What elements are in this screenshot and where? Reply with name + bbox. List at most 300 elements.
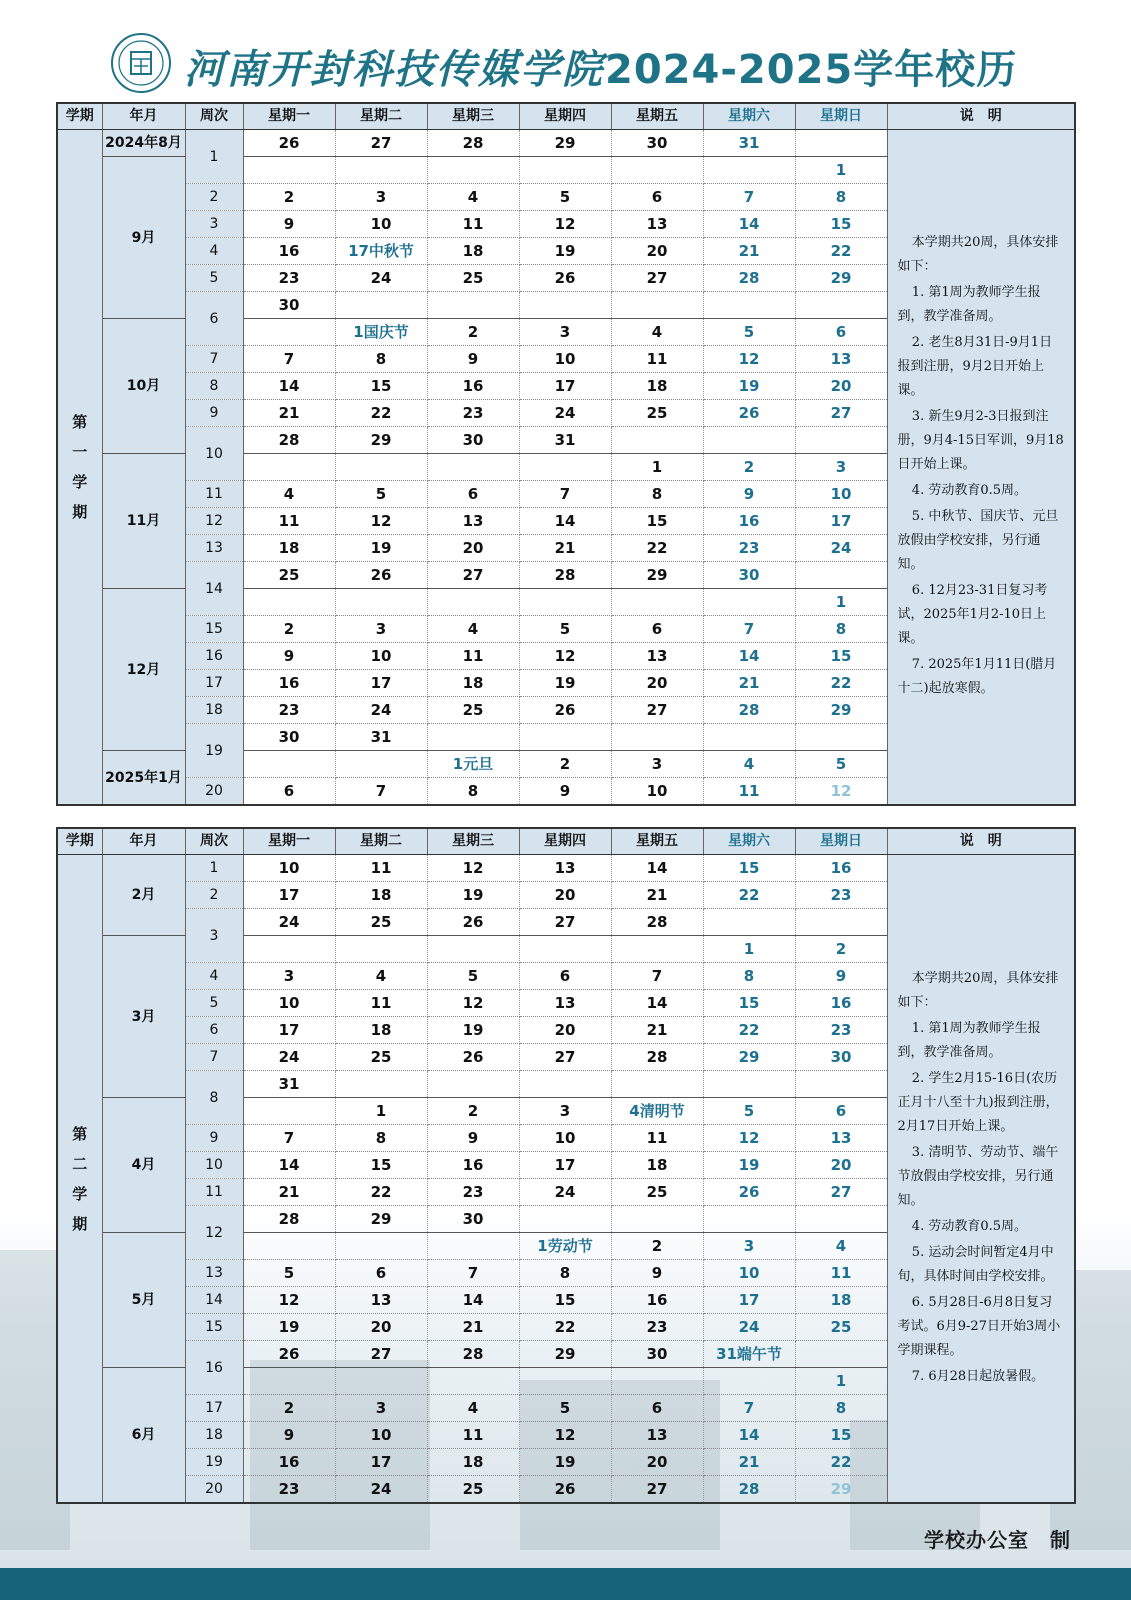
day-cell	[335, 454, 427, 481]
day-cell: 28	[611, 909, 703, 936]
day-cell: 23	[611, 1314, 703, 1341]
day-cell: 21	[703, 238, 795, 265]
day-cell	[519, 1368, 611, 1395]
day-cell: 11	[335, 855, 427, 882]
day-cell: 18	[335, 882, 427, 909]
day-cell: 9	[611, 1260, 703, 1287]
day-cell: 1	[795, 589, 887, 616]
day-cell: 6	[335, 1260, 427, 1287]
month-cell: 6月	[102, 1368, 185, 1504]
day-cell: 13	[611, 1422, 703, 1449]
day-cell: 27	[795, 400, 887, 427]
day-cell	[243, 936, 335, 963]
day-cell	[427, 1233, 519, 1260]
day-cell: 27	[611, 697, 703, 724]
day-cell: 20	[427, 535, 519, 562]
day-cell: 10	[335, 643, 427, 670]
day-cell: 30	[427, 427, 519, 454]
day-cell: 31	[335, 724, 427, 751]
day-cell	[703, 157, 795, 184]
day-cell: 5	[519, 184, 611, 211]
week-number-cell: 8	[185, 373, 243, 400]
day-cell	[519, 157, 611, 184]
week-number-cell: 7	[185, 346, 243, 373]
day-cell	[335, 589, 427, 616]
bottom-bar	[0, 1568, 1131, 1600]
day-cell: 14	[243, 1152, 335, 1179]
day-cell: 30	[243, 724, 335, 751]
school-seal-icon	[110, 32, 172, 94]
week-number-cell: 13	[185, 1260, 243, 1287]
day-cell: 26	[427, 1044, 519, 1071]
day-cell: 25	[427, 697, 519, 724]
col-fri: 星期五	[611, 828, 703, 855]
day-cell	[335, 1233, 427, 1260]
day-cell: 1	[703, 936, 795, 963]
week-number-cell: 8	[185, 1071, 243, 1125]
day-cell: 19	[427, 1017, 519, 1044]
day-cell: 1劳动节	[519, 1233, 611, 1260]
day-cell: 21	[519, 535, 611, 562]
day-cell: 16	[795, 855, 887, 882]
day-cell: 12	[427, 855, 519, 882]
day-cell	[243, 589, 335, 616]
day-cell: 6	[243, 778, 335, 806]
day-cell: 9	[795, 963, 887, 990]
day-cell	[611, 1368, 703, 1395]
day-cell: 16	[703, 508, 795, 535]
day-cell: 28	[611, 1044, 703, 1071]
month-cell: 9月	[102, 157, 185, 319]
day-cell	[795, 1071, 887, 1098]
semester-label-char: 第	[72, 413, 88, 431]
day-cell: 7	[703, 184, 795, 211]
day-cell: 30	[427, 1206, 519, 1233]
day-cell	[703, 292, 795, 319]
day-cell: 13	[795, 1125, 887, 1152]
day-cell: 3	[335, 1395, 427, 1422]
day-cell	[243, 1368, 335, 1395]
day-cell: 5	[703, 1098, 795, 1125]
day-cell: 25	[243, 562, 335, 589]
day-cell: 15	[703, 990, 795, 1017]
day-cell: 6	[611, 616, 703, 643]
day-cell	[519, 724, 611, 751]
month-cell: 12月	[102, 589, 185, 751]
day-cell: 30	[243, 292, 335, 319]
day-cell	[427, 724, 519, 751]
week-number-cell: 5	[185, 990, 243, 1017]
note-item: 2. 老生8月31日-9月1日报到注册，9月2日开始上课。	[897, 335, 1053, 398]
day-cell: 18	[427, 1449, 519, 1476]
day-cell: 23	[427, 400, 519, 427]
page-header	[0, 28, 1131, 98]
day-cell: 24	[519, 400, 611, 427]
week-number-cell: 15	[185, 1314, 243, 1341]
day-cell	[611, 157, 703, 184]
day-cell	[427, 157, 519, 184]
day-cell: 3	[703, 1233, 795, 1260]
day-cell: 8	[795, 184, 887, 211]
day-cell: 8	[795, 1395, 887, 1422]
day-cell: 10	[519, 346, 611, 373]
day-cell: 12	[519, 1422, 611, 1449]
col-notes: 说 明	[887, 828, 1075, 855]
month-cell: 3月	[102, 936, 185, 1098]
day-cell: 27	[427, 562, 519, 589]
day-cell	[335, 751, 427, 778]
day-cell: 2	[795, 936, 887, 963]
day-cell	[427, 589, 519, 616]
day-cell: 16	[611, 1287, 703, 1314]
week-number-cell: 12	[185, 1206, 243, 1260]
col-tue: 星期二	[335, 103, 427, 130]
day-cell: 26	[243, 130, 335, 157]
day-cell: 16	[243, 670, 335, 697]
day-cell: 2	[427, 319, 519, 346]
day-cell: 25	[795, 1314, 887, 1341]
day-cell: 22	[703, 882, 795, 909]
day-cell: 4清明节	[611, 1098, 703, 1125]
day-cell: 25	[611, 400, 703, 427]
month-cell: 2025年1月	[102, 751, 185, 806]
day-cell: 7	[519, 481, 611, 508]
day-cell: 20	[795, 1152, 887, 1179]
day-cell: 7	[243, 1125, 335, 1152]
day-cell: 6	[427, 481, 519, 508]
day-cell	[335, 1368, 427, 1395]
day-cell: 7	[243, 346, 335, 373]
week-number-cell: 4	[185, 238, 243, 265]
day-cell: 2	[703, 454, 795, 481]
day-cell: 8	[611, 481, 703, 508]
note-item: 1. 第1周为教师学生报到，教学准备周。	[897, 285, 1041, 324]
day-cell	[427, 454, 519, 481]
week-number-cell: 19	[185, 1449, 243, 1476]
day-cell: 23	[795, 1017, 887, 1044]
week-number-cell: 7	[185, 1044, 243, 1071]
col-thu: 星期四	[519, 103, 611, 130]
day-cell: 16	[243, 1449, 335, 1476]
day-cell: 8	[795, 616, 887, 643]
day-cell	[703, 427, 795, 454]
day-cell: 7	[703, 1395, 795, 1422]
day-cell: 17	[335, 1449, 427, 1476]
day-cell	[519, 1071, 611, 1098]
day-cell: 7	[335, 778, 427, 806]
day-cell: 22	[703, 1017, 795, 1044]
day-cell: 9	[519, 778, 611, 806]
week-number-cell: 17	[185, 670, 243, 697]
day-cell: 28	[427, 1341, 519, 1368]
col-semester: 学期	[57, 828, 102, 855]
day-cell: 26	[703, 400, 795, 427]
day-cell: 28	[243, 1206, 335, 1233]
day-cell: 27	[335, 1341, 427, 1368]
week-number-cell: 18	[185, 1422, 243, 1449]
col-month: 年月	[102, 828, 185, 855]
day-cell: 17	[519, 1152, 611, 1179]
day-cell: 1	[795, 157, 887, 184]
day-cell	[243, 1098, 335, 1125]
day-cell: 11	[703, 778, 795, 806]
day-cell: 9	[243, 211, 335, 238]
day-cell: 25	[335, 909, 427, 936]
day-cell: 30	[795, 1044, 887, 1071]
col-sun: 星期日	[795, 103, 887, 130]
semester-notes	[887, 130, 1075, 806]
day-cell	[611, 1071, 703, 1098]
day-cell: 23	[427, 1179, 519, 1206]
col-week: 周次	[185, 103, 243, 130]
day-cell	[243, 751, 335, 778]
day-cell: 20	[335, 1314, 427, 1341]
day-cell: 8	[427, 778, 519, 806]
day-cell	[335, 936, 427, 963]
day-cell: 26	[519, 1476, 611, 1504]
day-cell: 25	[335, 1044, 427, 1071]
day-cell: 30	[703, 562, 795, 589]
day-cell: 14	[703, 211, 795, 238]
day-cell	[795, 1341, 887, 1368]
day-cell: 17	[243, 1017, 335, 1044]
day-cell: 19	[703, 373, 795, 400]
day-cell: 1国庆节	[335, 319, 427, 346]
day-cell: 17中秋节	[335, 238, 427, 265]
day-cell	[243, 319, 335, 346]
week-number-cell: 9	[185, 1125, 243, 1152]
semester-label-char: 学	[72, 473, 88, 491]
day-cell	[703, 1071, 795, 1098]
day-cell	[335, 157, 427, 184]
semester-label-char: 期	[72, 503, 88, 521]
day-cell: 19	[519, 238, 611, 265]
day-cell: 2	[243, 616, 335, 643]
day-cell: 28	[519, 562, 611, 589]
day-cell: 27	[519, 1044, 611, 1071]
day-cell: 2	[427, 1098, 519, 1125]
day-cell: 26	[335, 562, 427, 589]
week-number-cell: 2	[185, 184, 243, 211]
day-cell: 1元旦	[427, 751, 519, 778]
col-mon: 星期一	[243, 828, 335, 855]
day-cell: 29	[795, 265, 887, 292]
day-cell: 10	[335, 1422, 427, 1449]
day-cell	[519, 936, 611, 963]
day-cell: 14	[243, 373, 335, 400]
col-mon: 星期一	[243, 103, 335, 130]
month-cell: 4月	[102, 1098, 185, 1233]
day-cell	[427, 292, 519, 319]
semester-label-char: 第	[72, 1124, 88, 1143]
day-cell: 22	[335, 400, 427, 427]
day-cell	[427, 936, 519, 963]
day-cell: 27	[335, 130, 427, 157]
day-cell: 22	[611, 535, 703, 562]
day-cell	[703, 724, 795, 751]
semester-label-char: 学	[72, 1184, 88, 1203]
day-cell: 26	[427, 909, 519, 936]
col-sat: 星期六	[703, 828, 795, 855]
day-cell: 24	[335, 265, 427, 292]
day-cell: 24	[519, 1179, 611, 1206]
day-cell: 3	[335, 616, 427, 643]
day-cell	[611, 427, 703, 454]
day-cell	[243, 454, 335, 481]
day-cell	[703, 1206, 795, 1233]
note-item: 1. 第1周为教师学生报到，教学准备周。	[897, 1020, 1041, 1060]
calendar-row	[57, 855, 1075, 882]
day-cell: 3	[611, 751, 703, 778]
day-cell: 3	[795, 454, 887, 481]
day-cell: 10	[519, 1125, 611, 1152]
note-item: 本学期共20周，具体安排如下：	[897, 235, 1059, 274]
day-cell: 10	[335, 211, 427, 238]
day-cell: 31	[703, 130, 795, 157]
day-cell	[795, 562, 887, 589]
semester-notes	[887, 855, 1075, 1504]
day-cell: 18	[427, 670, 519, 697]
day-cell: 8	[519, 1260, 611, 1287]
day-cell: 6	[795, 1098, 887, 1125]
day-cell: 4	[427, 616, 519, 643]
day-cell: 11	[243, 508, 335, 535]
day-cell: 14	[703, 643, 795, 670]
day-cell: 8	[335, 346, 427, 373]
day-cell: 7	[427, 1260, 519, 1287]
week-number-cell: 9	[185, 400, 243, 427]
month-cell: 11月	[102, 454, 185, 589]
table-header-row	[57, 828, 1075, 855]
day-cell: 21	[243, 400, 335, 427]
day-cell: 15	[795, 211, 887, 238]
day-cell: 8	[703, 963, 795, 990]
day-cell: 13	[427, 508, 519, 535]
day-cell: 3	[335, 184, 427, 211]
week-number-cell: 3	[185, 909, 243, 963]
day-cell: 26	[519, 265, 611, 292]
day-cell: 11	[427, 643, 519, 670]
month-cell: 10月	[102, 319, 185, 454]
day-cell: 18	[795, 1287, 887, 1314]
week-number-cell: 12	[185, 508, 243, 535]
day-cell: 29	[519, 1341, 611, 1368]
month-cell: 2月	[102, 855, 185, 936]
col-notes: 说 明	[887, 103, 1075, 130]
day-cell: 16	[795, 990, 887, 1017]
day-cell: 21	[703, 1449, 795, 1476]
day-cell: 29	[795, 697, 887, 724]
day-cell: 12	[703, 1125, 795, 1152]
day-cell: 19	[243, 1314, 335, 1341]
day-cell: 4	[703, 751, 795, 778]
day-cell: 12	[427, 990, 519, 1017]
day-cell: 5	[795, 751, 887, 778]
day-cell	[519, 589, 611, 616]
school-name: 河南开封科技传媒学院	[184, 46, 604, 93]
day-cell	[519, 454, 611, 481]
day-cell: 10	[243, 990, 335, 1017]
day-cell: 12	[519, 211, 611, 238]
day-cell: 9	[703, 481, 795, 508]
day-cell: 31端午节	[703, 1341, 795, 1368]
day-cell	[703, 1368, 795, 1395]
week-number-cell: 14	[185, 562, 243, 616]
week-number-cell: 1	[185, 130, 243, 184]
day-cell: 27	[611, 1476, 703, 1504]
day-cell: 24	[795, 535, 887, 562]
day-cell: 17	[335, 670, 427, 697]
day-cell: 3	[519, 319, 611, 346]
day-cell	[243, 1233, 335, 1260]
day-cell	[427, 1071, 519, 1098]
day-cell: 1	[795, 1368, 887, 1395]
day-cell: 11	[611, 1125, 703, 1152]
day-cell: 23	[703, 535, 795, 562]
day-cell: 20	[519, 1017, 611, 1044]
day-cell: 6	[795, 319, 887, 346]
day-cell: 4	[427, 184, 519, 211]
day-cell: 13	[335, 1287, 427, 1314]
day-cell: 12	[795, 778, 887, 806]
day-cell: 5	[519, 616, 611, 643]
day-cell: 7	[611, 963, 703, 990]
day-cell: 23	[243, 697, 335, 724]
day-cell: 14	[611, 855, 703, 882]
day-cell: 14	[703, 1422, 795, 1449]
day-cell: 13	[795, 346, 887, 373]
day-cell: 29	[795, 1476, 887, 1504]
day-cell: 4	[243, 481, 335, 508]
day-cell: 16	[427, 373, 519, 400]
day-cell: 11	[427, 1422, 519, 1449]
day-cell: 1	[611, 454, 703, 481]
day-cell: 29	[335, 1206, 427, 1233]
day-cell: 2	[519, 751, 611, 778]
day-cell: 31	[243, 1071, 335, 1098]
day-cell	[795, 130, 887, 157]
semester-label-char: 一	[72, 443, 88, 461]
semester-label	[57, 855, 102, 1504]
day-cell: 21	[611, 882, 703, 909]
day-cell: 15	[795, 643, 887, 670]
calendar-row	[57, 130, 1075, 157]
day-cell	[703, 589, 795, 616]
calendar-title: 2024-2025学年校历	[605, 47, 1018, 93]
day-cell: 5	[335, 481, 427, 508]
day-cell: 6	[611, 184, 703, 211]
col-sat: 星期六	[703, 103, 795, 130]
day-cell: 28	[703, 265, 795, 292]
day-cell: 6	[519, 963, 611, 990]
day-cell: 28	[243, 427, 335, 454]
day-cell: 27	[519, 909, 611, 936]
day-cell: 25	[427, 265, 519, 292]
day-cell: 13	[611, 643, 703, 670]
week-number-cell: 16	[185, 1341, 243, 1395]
note-item: 3. 清明节、劳动节、端午节放假由学校安排，另行通知。	[897, 1144, 1059, 1208]
month-cell: 2024年8月	[102, 130, 185, 157]
col-wed: 星期三	[427, 103, 519, 130]
day-cell: 18	[611, 373, 703, 400]
day-cell: 17	[795, 508, 887, 535]
day-cell: 9	[243, 1422, 335, 1449]
week-number-cell: 18	[185, 697, 243, 724]
day-cell: 21	[611, 1017, 703, 1044]
note-item: 本学期共20周，具体安排如下：	[897, 970, 1059, 1010]
day-cell: 18	[335, 1017, 427, 1044]
week-number-cell: 2	[185, 882, 243, 909]
